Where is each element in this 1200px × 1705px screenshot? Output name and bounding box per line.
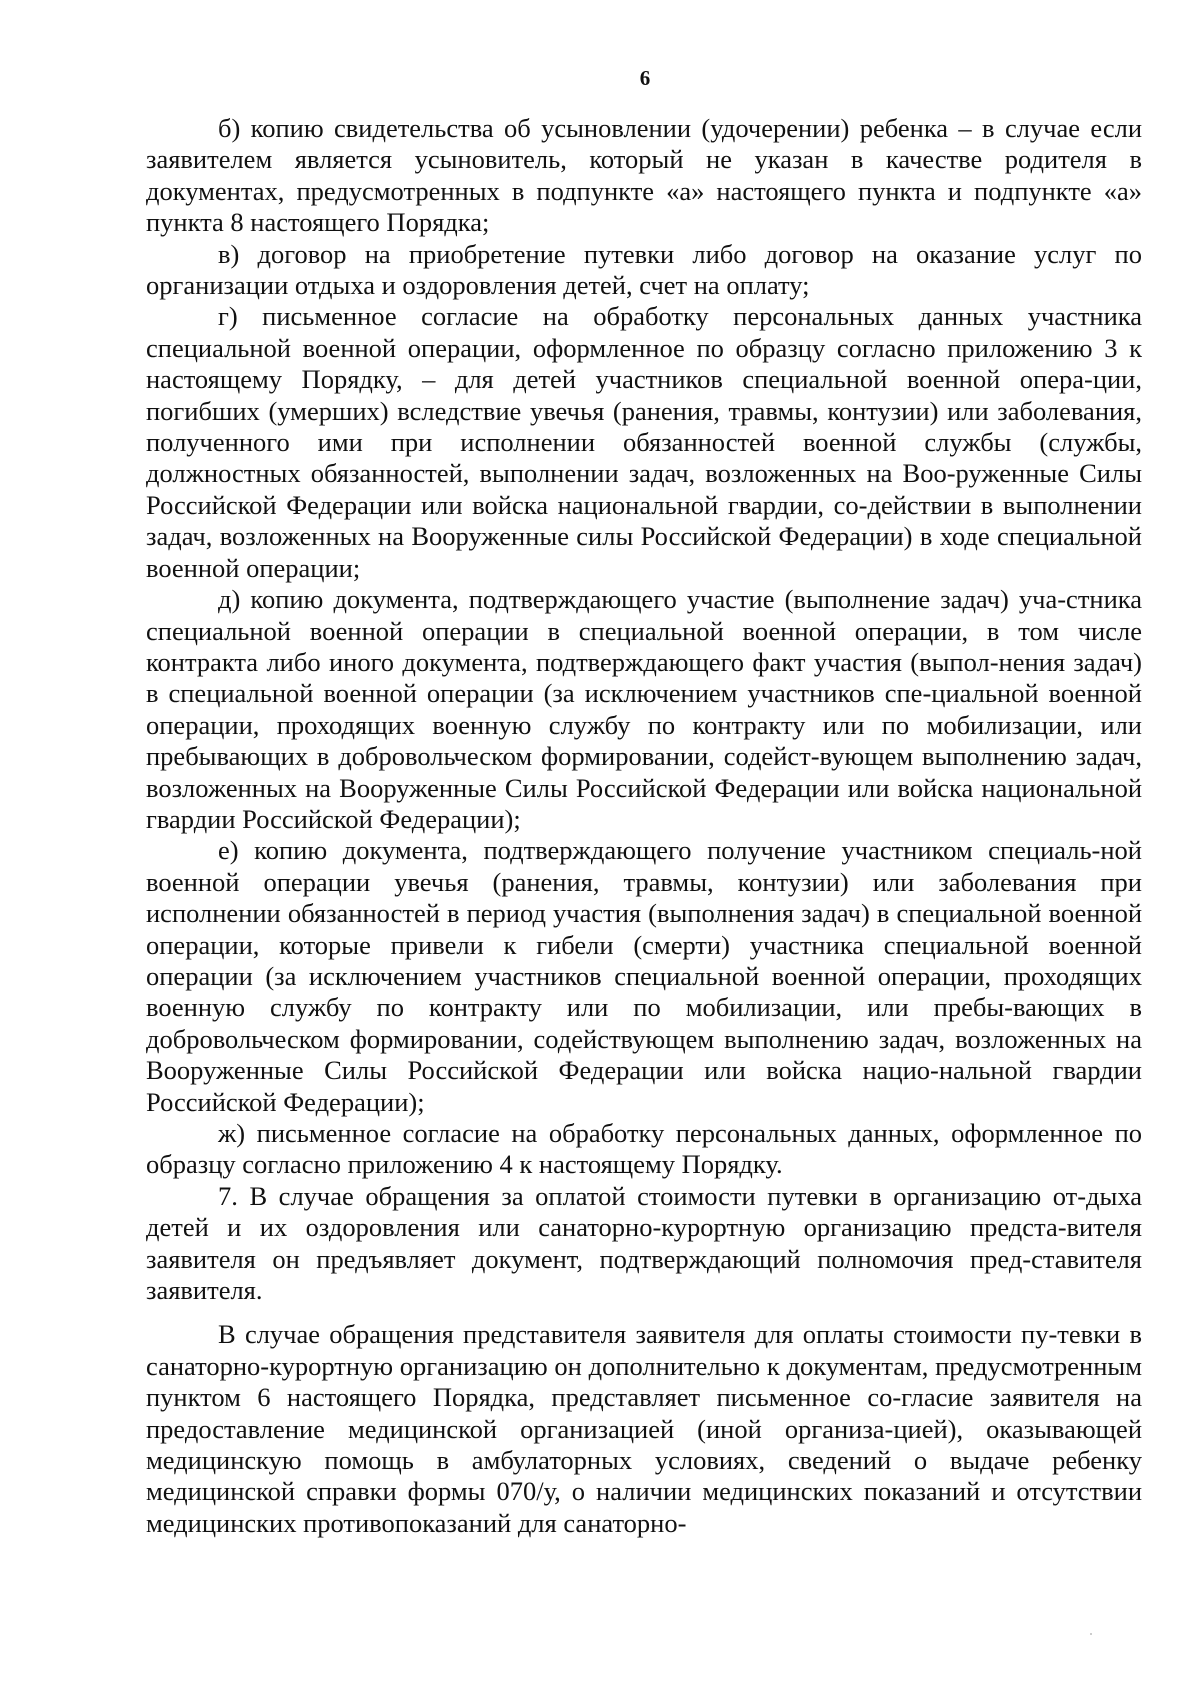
paragraph-v: в) договор на приобретение путевки либо договор на оказание услуг по организации отдыха и оздоровления детей, счет на оплату;: [146, 238, 1142, 301]
paragraph-g: г) письменное согласие на обработку персональных данных участника специальной военной операции, оформленное по образцу согласно приложению 3 к настоящему Порядку, – для детей участников специальной военной опера-ции, погибших (умерших) вследствие увечья (ранения, травмы, контузии) или заболевания, полученного ими при исполнении обязанностей военной службы (службы, должностных обязанностей, выполнении задач, возложенных на Воо-руженные Силы Российской Федерации или войска национальной гвардии, со-действии в выполнении задач, возложенных на Вооруженные силы Российской Федерации) в ходе специальной военной операции;: [146, 301, 1142, 583]
paragraph-7: 7. В случае обращения за оплатой стоимости путевки в организацию от-дыха детей и их оздоровления или санаторно-курортную организацию предста-вителя заявителя он предъявляет документ, подтверждающий полномочия пред-ставителя заявителя.: [146, 1180, 1142, 1306]
paragraph-representative: В случае обращения представителя заявителя для оплаты стоимости пу-тевки в санаторно-курортную организацию он дополнительно к документам, предусмотренным пунктом 6 настоящего Порядка, представляет письменное со-гласие заявителя на предоставление медицинской организацией (иной организа-цией), оказывающей медицинскую помощь в амбулаторных условиях, сведений о выдаче ребенку медицинской справки формы 070/у, о наличии медицинских показаний и отсутствии медицинских противопоказаний для санаторно-: [146, 1319, 1142, 1538]
scan-artifact: [1090, 1633, 1092, 1635]
page-number: 6: [639, 66, 651, 90]
paragraph-d: д) копию документа, подтверждающего участие (выполнение задач) уча-стника специальной военной операции в специальной военной операции, в том числе контракта либо иного документа, подтверждающего факт участия (выпол-нения задач) в специальной военной операции (за исключением участников спе-циальной военной операции, проходящих военную службу по контракту или по мобилизации, или пребывающих в добровольческом формировании, содейст-вующем выполнению задач, возложенных на Вооруженные Силы Российской Федерации или войска национальной гвардии Российской Федерации);: [146, 584, 1142, 834]
paragraph-e: е) копию документа, подтверждающего получение участником специаль-ной военной операции увечья (ранения, травмы, контузии) или заболевания при исполнении обязанностей в период участия (выполнения задач) в специальной военной операции, которые привели к гибели (смерти) участника специальной военной операции (за исключением участников специальной военной операции, проходящих военную службу по контракту или по мобилизации, или пребы-вающих в добровольческом формировании, содействующем выполнению задач, возложенных на Вооруженные Силы Российской Федерации или войска нацио-нальной гвардии Российской Федерации);: [146, 835, 1142, 1117]
document-body: [146, 113, 1142, 1539]
paragraph-zh: ж) письменное согласие на обработку персональных данных, оформленное по образцу согласно приложению 4 к настоящему Порядку.: [146, 1118, 1142, 1180]
paragraph-b: б) копию свидетельства об усыновлении (удочерении) ребенка – в случае если заявителем является усыновитель, который не указан в качестве родителя в документах, предусмотренных в подпункте «а» настоящего пункта и подпункте «а» пункта 8 настоящего Порядка;: [146, 113, 1142, 238]
